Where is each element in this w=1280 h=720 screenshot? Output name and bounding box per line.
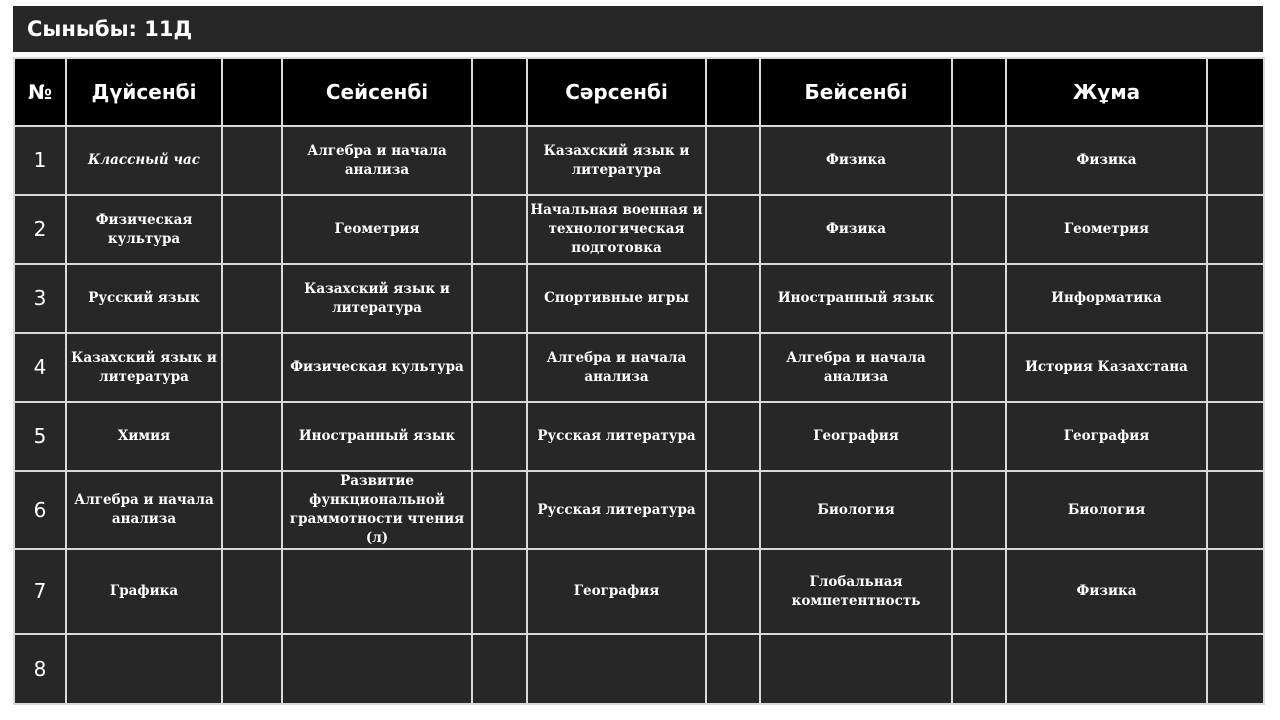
spacer-header: [952, 58, 1006, 126]
lesson-cell: [760, 634, 952, 704]
lesson-cell: Алгебра и начала анализа: [282, 126, 472, 195]
spacer-cell: [222, 402, 282, 471]
lesson-row: [14, 549, 1264, 634]
spacer-cell: [706, 333, 760, 402]
lesson-row: [14, 195, 1264, 264]
lesson-cell: Казахский язык и литература: [527, 126, 706, 195]
lesson-row: [14, 264, 1264, 333]
lesson-cell: Иностранный язык: [282, 402, 472, 471]
lesson-cell: [1006, 634, 1207, 704]
spacer-cell: [952, 333, 1006, 402]
spacer-cell: [1207, 471, 1264, 549]
header-row: [14, 58, 1264, 126]
lesson-cell: [527, 634, 706, 704]
class-title: Сыныбы: 11Д: [13, 6, 1263, 52]
lesson-cell: История Казахстана: [1006, 333, 1207, 402]
spacer-cell: [706, 126, 760, 195]
spacer-cell: [1207, 126, 1264, 195]
lesson-number: 4: [14, 333, 66, 402]
lesson-row: [14, 634, 1264, 704]
lesson-cell: Русский язык: [66, 264, 222, 333]
lesson-cell: Химия: [66, 402, 222, 471]
day-header-thursday: Бейсенбі: [760, 58, 952, 126]
spacer-cell: [222, 264, 282, 333]
spacer-header: [706, 58, 760, 126]
spacer-cell: [1207, 195, 1264, 264]
spacer-cell: [952, 634, 1006, 704]
lesson-cell: Развитие функциональной граммотности чтения (л): [282, 471, 472, 549]
spacer-cell: [1207, 402, 1264, 471]
spacer-cell: [952, 471, 1006, 549]
spacer-header: [1207, 58, 1264, 126]
day-header-wednesday: Сәрсенбі: [527, 58, 706, 126]
lesson-number: 1: [14, 126, 66, 195]
lesson-cell: Казахский язык и литература: [66, 333, 222, 402]
spacer-cell: [472, 264, 527, 333]
lesson-cell: Физика: [1006, 126, 1207, 195]
lesson-cell: Алгебра и начала анализа: [527, 333, 706, 402]
lesson-cell: Физическая культура: [66, 195, 222, 264]
spacer-cell: [952, 402, 1006, 471]
spacer-header: [222, 58, 282, 126]
day-header-tuesday: Сейсенбі: [282, 58, 472, 126]
lesson-cell: Алгебра и начала анализа: [760, 333, 952, 402]
lesson-cell: Физика: [1006, 549, 1207, 634]
lesson-cell: Русская литература: [527, 402, 706, 471]
lesson-cell: География: [527, 549, 706, 634]
spacer-cell: [952, 549, 1006, 634]
lesson-cell: Биология: [760, 471, 952, 549]
lesson-cell: Геометрия: [1006, 195, 1207, 264]
lesson-number: 3: [14, 264, 66, 333]
lesson-number: 2: [14, 195, 66, 264]
lesson-cell: Физическая культура: [282, 333, 472, 402]
spacer-cell: [472, 549, 527, 634]
spacer-cell: [222, 333, 282, 402]
lesson-row: [14, 471, 1264, 549]
spacer-cell: [472, 195, 527, 264]
schedule-table: [13, 57, 1265, 705]
lesson-cell: Русская литература: [527, 471, 706, 549]
lesson-cell: Биология: [1006, 471, 1207, 549]
number-header: №: [14, 58, 66, 126]
spacer-cell: [706, 549, 760, 634]
spacer-cell: [1207, 549, 1264, 634]
lesson-cell: Глобальная компетентность: [760, 549, 952, 634]
lesson-cell: Спортивные игры: [527, 264, 706, 333]
lesson-row: [14, 126, 1264, 195]
spacer-cell: [472, 126, 527, 195]
spacer-cell: [706, 634, 760, 704]
lesson-cell: Графика: [66, 549, 222, 634]
spacer-cell: [706, 195, 760, 264]
spacer-cell: [1207, 264, 1264, 333]
spacer-cell: [472, 471, 527, 549]
spacer-cell: [472, 402, 527, 471]
lesson-cell: Физика: [760, 126, 952, 195]
spacer-header: [472, 58, 527, 126]
lesson-cell: Алгебра и начала анализа: [66, 471, 222, 549]
lesson-cell: География: [1006, 402, 1207, 471]
spacer-cell: [472, 333, 527, 402]
lesson-number: 5: [14, 402, 66, 471]
spacer-cell: [706, 264, 760, 333]
lesson-row: [14, 402, 1264, 471]
spacer-cell: [706, 402, 760, 471]
spacer-cell: [222, 471, 282, 549]
spacer-cell: [1207, 333, 1264, 402]
spacer-cell: [222, 126, 282, 195]
lesson-cell: География: [760, 402, 952, 471]
day-header-monday: Дүйсенбі: [66, 58, 222, 126]
spacer-cell: [952, 195, 1006, 264]
lesson-number: 8: [14, 634, 66, 704]
spacer-cell: [472, 634, 527, 704]
lesson-number: 7: [14, 549, 66, 634]
lesson-cell: Начальная военная и технологическая подготовка: [527, 195, 706, 264]
lesson-row: [14, 333, 1264, 402]
lesson-cell: [282, 634, 472, 704]
spacer-cell: [222, 549, 282, 634]
spacer-cell: [1207, 634, 1264, 704]
spacer-cell: [222, 634, 282, 704]
lesson-cell: Иностранный язык: [760, 264, 952, 333]
lesson-number: 6: [14, 471, 66, 549]
lesson-cell: Физика: [760, 195, 952, 264]
lesson-cell: [282, 549, 472, 634]
lesson-cell: Информатика: [1006, 264, 1207, 333]
lesson-cell: [66, 634, 222, 704]
spacer-cell: [222, 195, 282, 264]
lesson-cell: Геометрия: [282, 195, 472, 264]
spacer-cell: [706, 471, 760, 549]
lesson-cell: Классный час: [66, 126, 222, 195]
spacer-cell: [952, 126, 1006, 195]
lesson-cell: Казахский язык и литература: [282, 264, 472, 333]
day-header-friday: Жұма: [1006, 58, 1207, 126]
spacer-cell: [952, 264, 1006, 333]
